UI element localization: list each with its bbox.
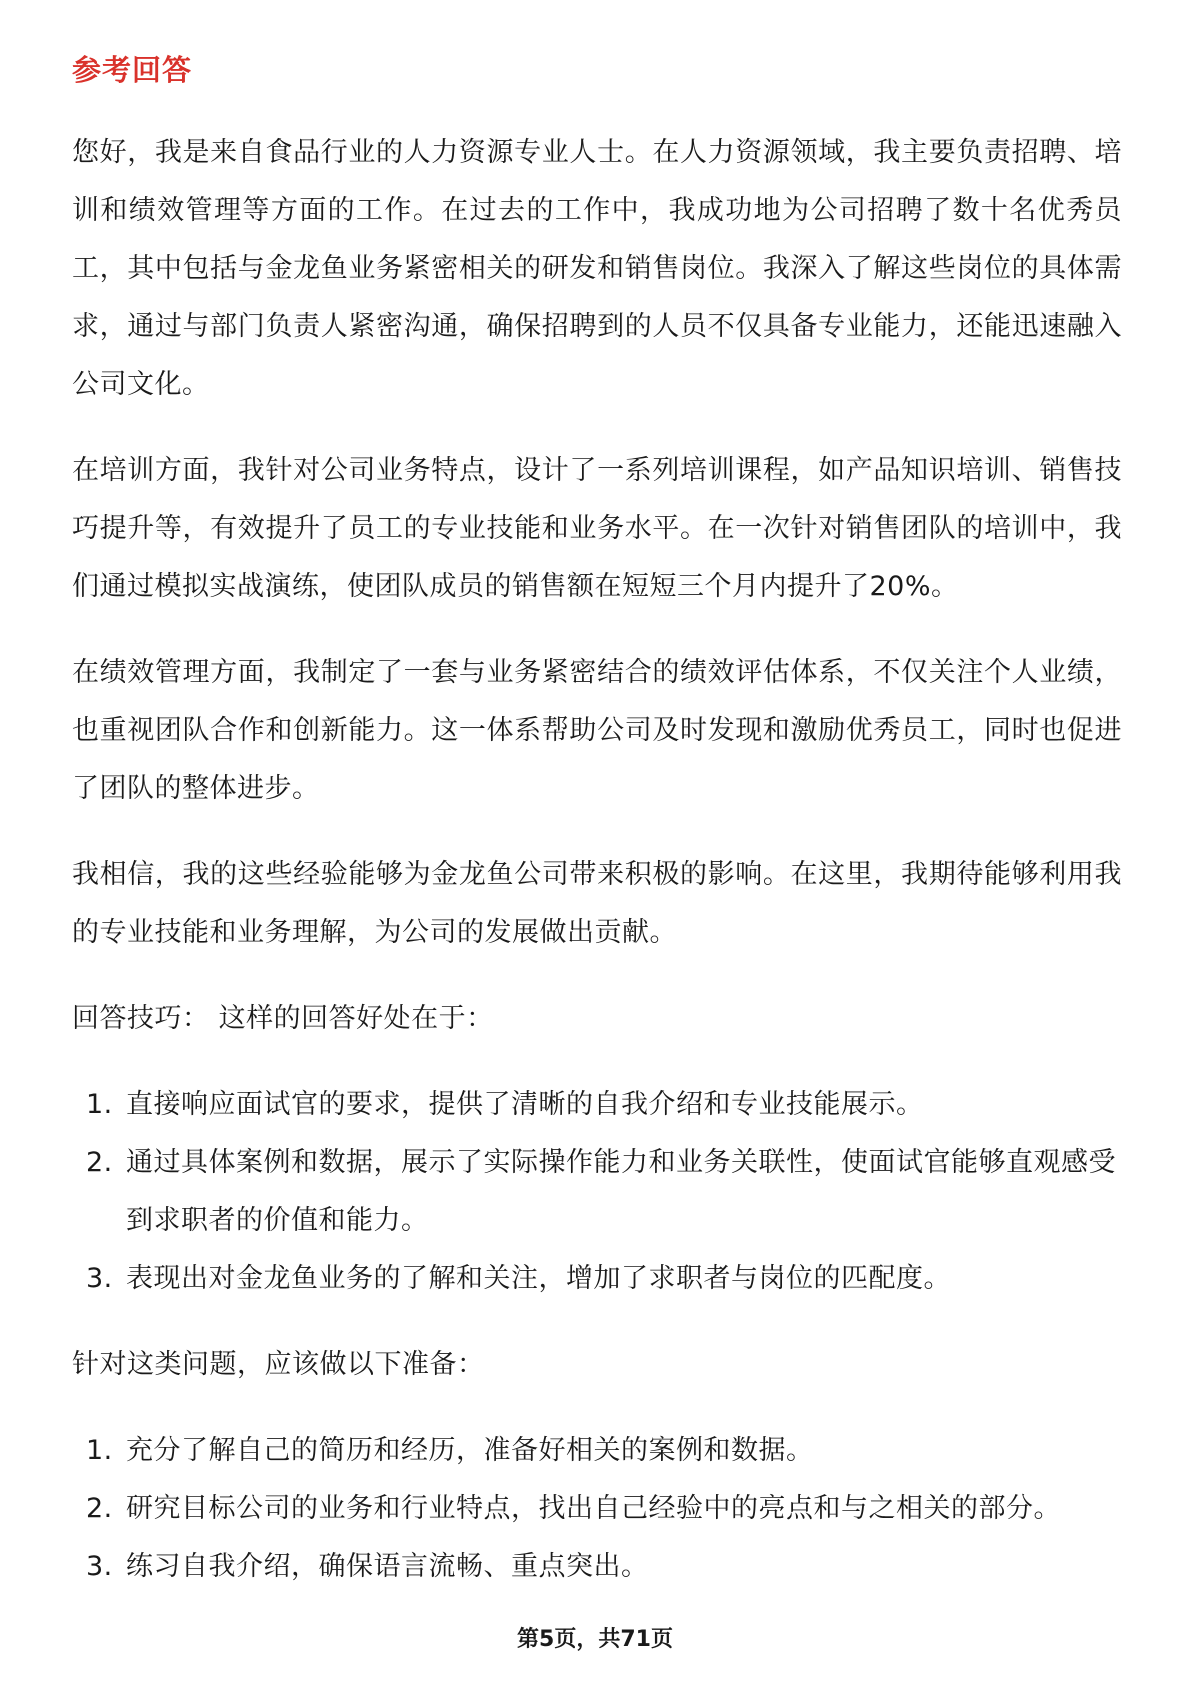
list-item — [72, 1134, 1122, 1250]
list-text: 直接响应面试官的要求，提供了清晰的自我介绍和专业技能展示。 — [126, 1089, 924, 1120]
list-item — [72, 1538, 1122, 1596]
list-text: 练习自我介绍，确保语言流畅、重点突出。 — [126, 1551, 649, 1582]
list-text: 研究目标公司的业务和行业特点，找出自己经验中的亮点和与之相关的部分。 — [126, 1493, 1061, 1524]
list-number: 2. — [86, 1493, 113, 1524]
list-number: 2. — [86, 1147, 113, 1178]
list-text: 通过具体案例和数据，展示了实际操作能力和业务关联性，使面试官能够直观感受到求职者的价值和能力。 — [126, 1147, 1116, 1236]
page-number: 第5页，共71页 — [517, 1627, 673, 1652]
list-text: 表现出对金龙鱼业务的了解和关注，增加了求职者与岗位的匹配度。 — [126, 1263, 951, 1294]
list-number: 1. — [86, 1089, 113, 1120]
list-text: 充分了解自己的简历和经历，准备好相关的案例和数据。 — [126, 1435, 814, 1466]
tips-list — [72, 1076, 1122, 1308]
paragraph-training: 在培训方面，我针对公司业务特点，设计了一系列培训课程，如产品知识培训、销售技巧提升等，有效提升了员工的专业技能和业务水平。在一次针对销售团队的培训中，我们通过模拟实战演练，使团队成员的销售额在短短三个月内提升了20%。 — [72, 455, 1122, 602]
page-content — [72, 50, 1122, 1624]
paragraph-performance: 在绩效管理方面，我制定了一套与业务紧密结合的绩效评估体系，不仅关注个人业绩，也重视团队合作和创新能力。这一体系帮助公司及时发现和激励优秀员工，同时也促进了团队的整体进步。 — [72, 657, 1122, 804]
prep-label: 针对这类问题，应该做以下准备： — [72, 1349, 485, 1380]
paragraph-intro: 您好，我是来自食品行业的人力资源专业人士。在人力资源领域，我主要负责招聘、培训和绩效管理等方面的工作。在过去的工作中，我成功地为公司招聘了数十名优秀员工，其中包括与金龙鱼业务紧密相关的研发和销售岗位。我深入了解这些岗位的具体需求，通过与部门负责人紧密沟通，确保招聘到的人员不仅具备专业能力，还能迅速融入公司文化。 — [72, 137, 1122, 400]
paragraph-conclusion: 我相信，我的这些经验能够为金龙鱼公司带来积极的影响。在这里，我期待能够利用我的专业技能和业务理解，为公司的发展做出贡献。 — [72, 859, 1122, 948]
prep-list — [72, 1422, 1122, 1596]
list-number: 3. — [86, 1551, 113, 1582]
list-number: 1. — [86, 1435, 113, 1466]
list-item — [72, 1076, 1122, 1134]
list-item — [72, 1422, 1122, 1480]
tips-label: 回答技巧： 这样的回答好处在于： — [72, 1003, 494, 1034]
list-item — [72, 1480, 1122, 1538]
list-item — [72, 1250, 1122, 1308]
list-number: 3. — [86, 1263, 113, 1294]
section-heading: 参考回答 — [72, 53, 193, 87]
